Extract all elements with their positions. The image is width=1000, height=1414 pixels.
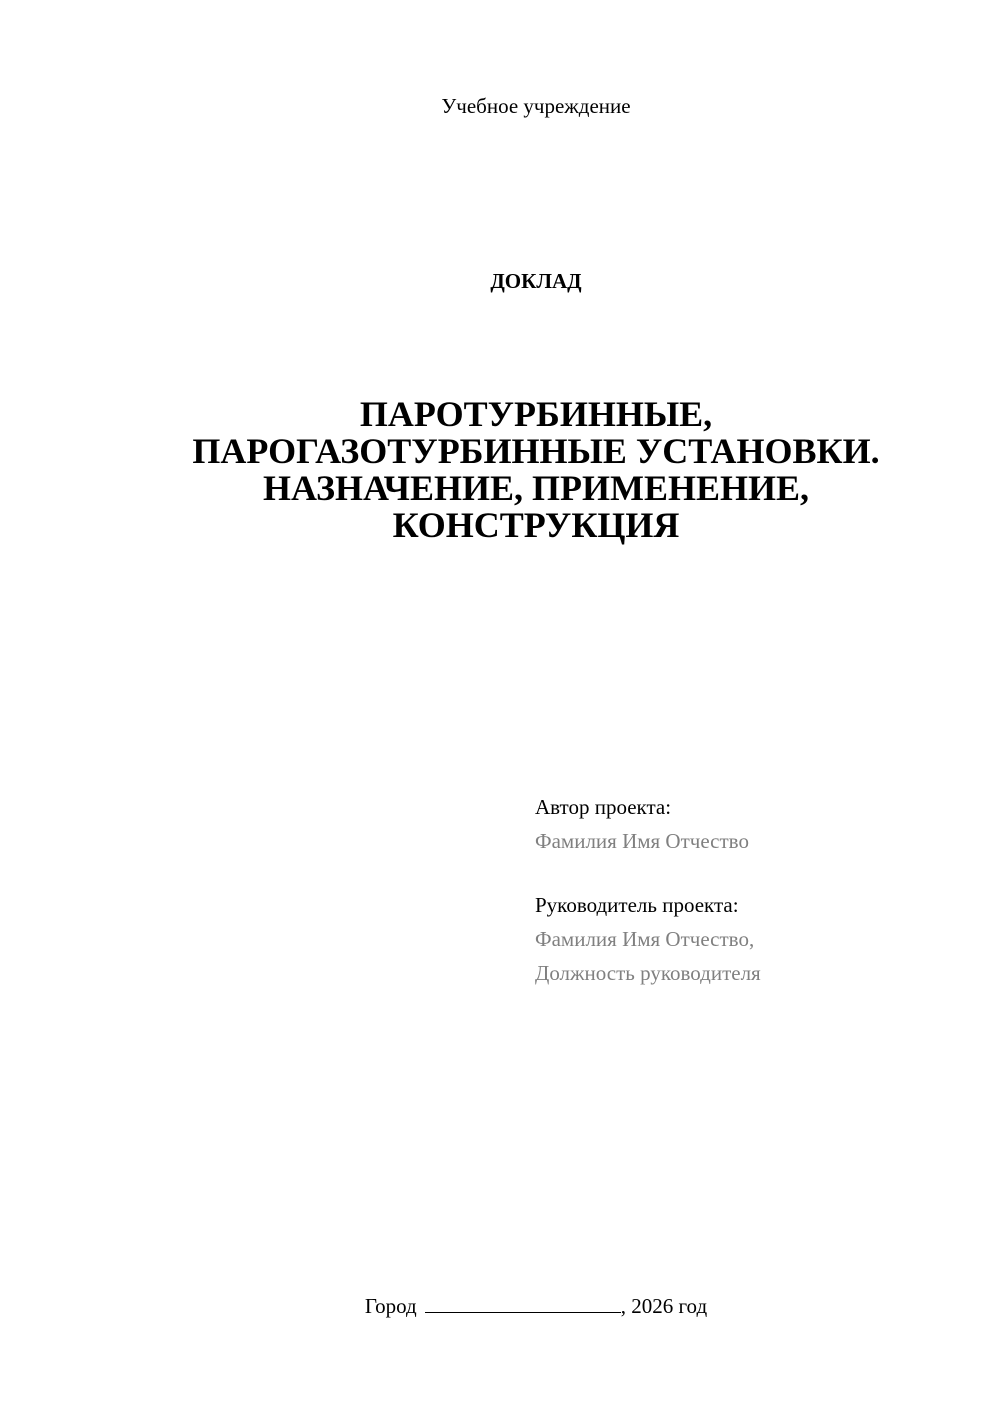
footer-city-year: [0, 1290, 1000, 1320]
title-line: ПАРОГАЗОТУРБИННЫЕ УСТАНОВКИ.: [192, 431, 880, 471]
supervisor-position-placeholder: Должность руководителя: [535, 961, 761, 985]
institution-name: Учебное учреждение: [441, 94, 631, 118]
signature-block: [535, 790, 975, 990]
supervisor-label: Руководитель проекта:: [535, 893, 739, 917]
title-line: НАЗНАЧЕНИЕ, ПРИМЕНЕНИЕ,: [262, 468, 810, 508]
city-label: Город: [364, 1294, 417, 1318]
author-label: Автор проекта:: [535, 795, 672, 819]
city-blank-line: [425, 1290, 621, 1313]
title-line: ПАРОТУРБИННЫЕ,: [359, 394, 713, 434]
year-text: , 2026 год: [620, 1294, 708, 1318]
supervisor-name-placeholder: Фамилия Имя Отчество,: [535, 927, 755, 951]
spacer: [535, 858, 975, 888]
author-name-placeholder: Фамилия Имя Отчество: [535, 829, 749, 853]
document-type: ДОКЛАД: [490, 269, 582, 293]
title-line: КОНСТРУКЦИЯ: [392, 505, 680, 545]
document-title: [100, 396, 972, 544]
